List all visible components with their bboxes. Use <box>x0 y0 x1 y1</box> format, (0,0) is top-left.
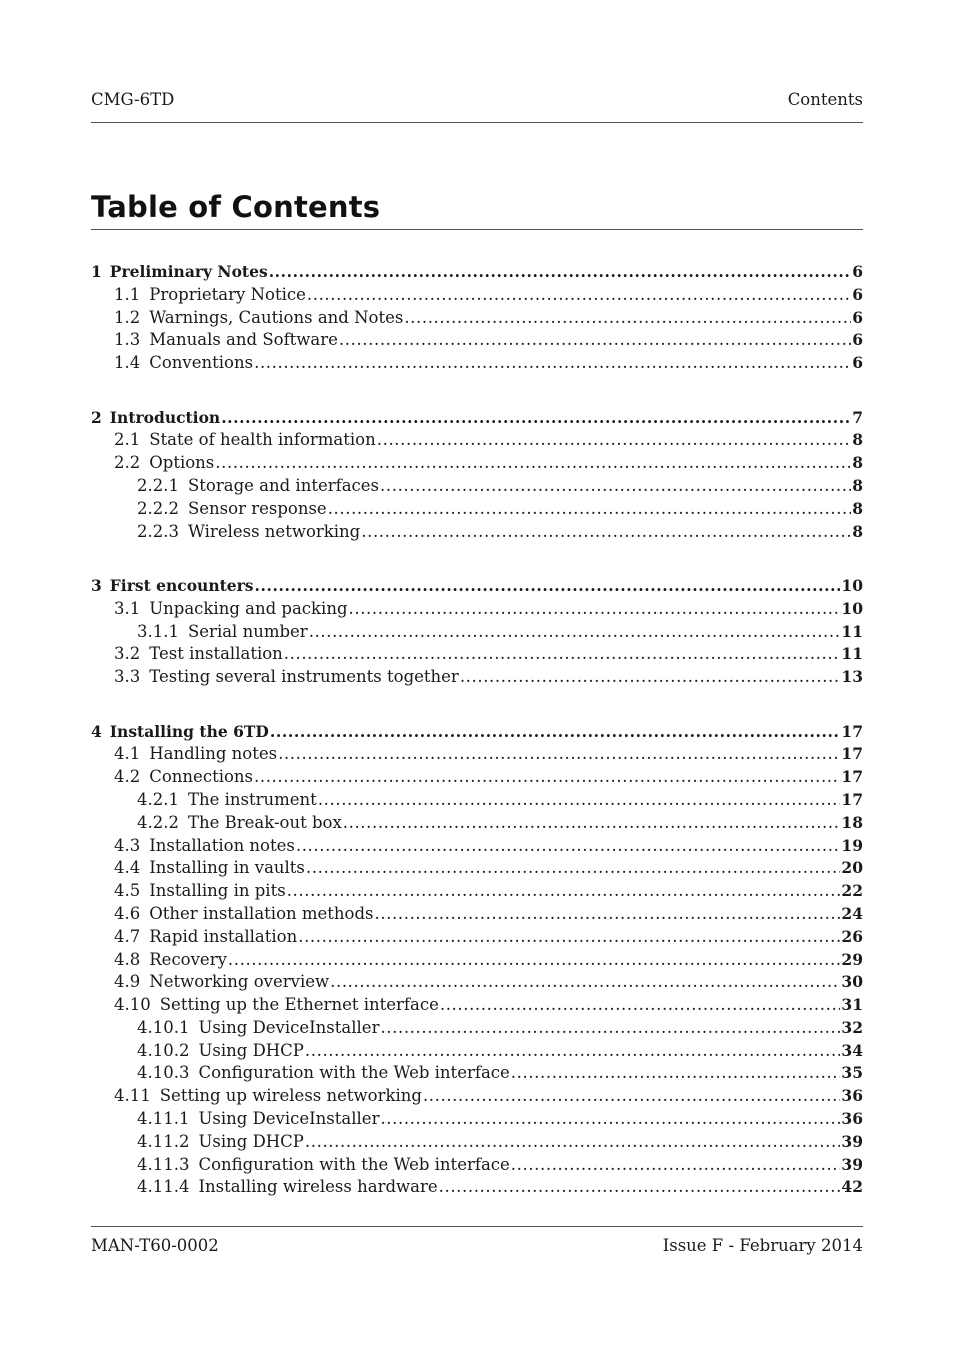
toc-dot-leader <box>349 599 841 618</box>
toc-entry-label[interactable]: Using DHCP <box>198 1131 304 1151</box>
toc-dot-leader <box>460 667 841 686</box>
toc-dot-leader <box>287 881 841 900</box>
toc-entry-number: 2.2.3 <box>137 521 179 541</box>
toc-entry-label[interactable]: Warnings, Cautions and Notes <box>149 307 404 327</box>
toc-entry-number: 4.11.1 <box>137 1109 190 1129</box>
toc-entry-label[interactable]: Installing wireless hardware <box>198 1177 438 1197</box>
page-title: Table of Contents <box>91 190 381 224</box>
toc-dot-leader <box>361 522 851 541</box>
toc-entry-number: 4.5 <box>114 881 141 901</box>
toc-entry-number: 4.11.3 <box>137 1154 190 1174</box>
toc-dot-leader <box>255 576 841 595</box>
toc-entry-page[interactable]: 6 <box>852 307 863 327</box>
toc-dot-leader <box>380 1018 840 1037</box>
toc-entry[interactable] <box>91 1018 863 1041</box>
toc-entry-page[interactable]: 8 <box>852 475 863 495</box>
toc-dot-leader <box>284 644 841 663</box>
toc-entry-page[interactable]: 22 <box>841 881 863 901</box>
toc-entry[interactable] <box>91 744 863 767</box>
toc-entry-page[interactable]: 6 <box>852 262 863 281</box>
toc-entry-number: 2 <box>91 407 102 427</box>
toc-dot-leader <box>511 1063 841 1082</box>
toc-entry-label[interactable]: Rapid installation <box>149 926 298 946</box>
toc-entry-page[interactable]: 17 <box>841 767 863 787</box>
toc-entry-page[interactable]: 35 <box>841 1063 863 1083</box>
toc-entry-label[interactable]: Setting up the Ethernet interface <box>159 995 439 1015</box>
toc-dot-leader <box>375 904 841 923</box>
toc-entry-number: 4.11 <box>114 1086 151 1106</box>
toc-dot-leader <box>339 330 851 349</box>
toc-entry-label[interactable]: First encounters <box>109 575 254 595</box>
toc-dot-leader <box>305 1041 841 1060</box>
toc-entry[interactable] <box>91 262 863 285</box>
toc-entry-page[interactable]: 39 <box>841 1154 863 1174</box>
toc-entry-page[interactable]: 36 <box>841 1086 863 1106</box>
toc-entry-label[interactable]: Options <box>149 453 215 473</box>
toc-entry-number: 1.2 <box>114 307 141 327</box>
toc-entry-number: 4.10.2 <box>137 1040 190 1060</box>
toc-entry[interactable] <box>91 285 863 308</box>
toc-entry-page[interactable]: 34 <box>841 1040 863 1060</box>
footer-rule <box>91 1226 863 1227</box>
toc-dot-leader <box>440 995 841 1014</box>
toc-entry-page[interactable]: 24 <box>841 903 863 923</box>
toc-entry-label[interactable]: Using DeviceInstaller <box>198 1017 380 1037</box>
toc-entry-number: 3.2 <box>114 644 141 664</box>
toc-entry-label[interactable]: Test installation <box>149 644 283 664</box>
toc-dot-leader <box>309 622 841 641</box>
toc-entry-number: 4.8 <box>114 949 141 969</box>
toc-entry-label[interactable]: Installing the 6TD <box>109 721 269 741</box>
toc-entry-label[interactable]: State of health information <box>149 430 376 450</box>
toc-entry-label[interactable]: Connections <box>149 767 254 787</box>
toc-entry-label[interactable]: Configuration with the Web interface <box>198 1063 510 1083</box>
toc-entry-page[interactable]: 8 <box>852 453 863 473</box>
toc-dot-leader <box>330 972 840 991</box>
toc-entry[interactable] <box>91 453 863 476</box>
toc-entry-label[interactable]: Introduction <box>109 407 221 427</box>
toc-entry-number: 4.1 <box>114 744 141 764</box>
toc-entry-page[interactable]: 11 <box>841 621 863 641</box>
toc-entry[interactable] <box>91 644 863 667</box>
toc-entry-number: 2.1 <box>114 430 141 450</box>
toc-entry[interactable] <box>91 1132 863 1155</box>
toc-entry-label[interactable]: Manuals and Software <box>149 330 338 350</box>
toc-entry-label[interactable]: Other installation methods <box>149 903 374 923</box>
toc-entry-label[interactable]: The Break-out box <box>187 812 342 832</box>
toc-entry-page[interactable]: 6 <box>852 353 863 373</box>
toc-entry-page[interactable]: 11 <box>841 644 863 664</box>
toc-entry[interactable] <box>91 927 863 950</box>
toc-entry-number: 4.11.2 <box>137 1131 190 1151</box>
toc-entry-number: 4.11.4 <box>137 1177 190 1197</box>
toc-entry[interactable] <box>91 767 863 790</box>
toc-entry-label[interactable]: Installation notes <box>149 835 295 855</box>
toc-entry-label[interactable]: Sensor response <box>187 498 327 518</box>
toc-dot-leader <box>278 744 840 763</box>
toc-entry[interactable] <box>91 1086 863 1109</box>
header-document-name: CMG-6TD <box>91 90 175 109</box>
toc-dot-leader <box>328 499 852 518</box>
toc-entry-page[interactable]: 10 <box>841 575 863 595</box>
toc-entry-page[interactable]: 32 <box>841 1017 863 1037</box>
toc-dot-leader <box>254 767 840 786</box>
toc-dot-leader <box>270 722 841 741</box>
toc-entry[interactable] <box>91 950 863 973</box>
toc-entry-label[interactable]: Unpacking and packing <box>149 598 348 618</box>
toc-entry[interactable] <box>91 904 863 927</box>
toc-entry-label[interactable]: Installing in pits <box>149 881 286 901</box>
toc-entry-number: 2.2 <box>114 453 141 473</box>
toc-entry[interactable] <box>91 499 863 522</box>
toc-dot-leader <box>307 285 851 304</box>
toc-entry[interactable] <box>91 1155 863 1178</box>
toc-dot-leader <box>318 790 841 809</box>
toc-entry[interactable] <box>91 576 863 599</box>
toc-entry-page[interactable]: 6 <box>852 330 863 350</box>
toc-entry-number: 3.3 <box>114 667 141 687</box>
toc-dot-leader <box>306 858 841 877</box>
toc-entry-page[interactable]: 8 <box>852 430 863 450</box>
toc-dot-leader <box>380 476 851 495</box>
toc-entry-number: 4.10 <box>114 995 151 1015</box>
toc-dot-leader <box>423 1086 840 1105</box>
toc-dot-leader <box>439 1177 841 1196</box>
toc-entry[interactable] <box>91 972 863 995</box>
toc-entry-number: 3.1 <box>114 598 141 618</box>
toc-entry[interactable] <box>91 790 863 813</box>
toc-entry-label[interactable]: Configuration with the Web interface <box>198 1154 510 1174</box>
toc-entry-number: 4.6 <box>114 903 141 923</box>
toc-entry-label[interactable]: Serial number <box>187 621 308 641</box>
toc-entry-number: 4.2.2 <box>137 812 179 832</box>
toc-entry-number: 4.2 <box>114 767 141 787</box>
toc-entry-label[interactable]: Networking overview <box>149 972 330 992</box>
toc-entry-page[interactable]: 42 <box>841 1177 863 1197</box>
toc-entry-page[interactable]: 26 <box>841 926 863 946</box>
toc-entry[interactable] <box>91 881 863 904</box>
toc-entry-label[interactable]: Setting up wireless networking <box>159 1086 422 1106</box>
toc-entry-page[interactable]: 31 <box>841 995 863 1015</box>
toc-entry-page[interactable]: 17 <box>841 789 863 809</box>
header-rule <box>91 122 863 123</box>
toc-entry-page[interactable]: 20 <box>841 858 863 878</box>
toc-entry-number: 4.7 <box>114 926 141 946</box>
toc-entry-label[interactable]: Storage and interfaces <box>187 475 380 495</box>
toc-entry[interactable] <box>91 1041 863 1064</box>
toc-entry-page[interactable]: 39 <box>841 1131 863 1151</box>
toc-entry[interactable] <box>91 330 863 353</box>
toc-entry-page[interactable]: 7 <box>852 407 863 427</box>
toc-entry-number: 2.2.2 <box>137 498 179 518</box>
toc-entry-label[interactable]: Wireless networking <box>187 521 361 541</box>
toc-entry-number: 4.3 <box>114 835 141 855</box>
toc-entry-page[interactable]: 8 <box>852 498 863 518</box>
toc-entry-number: 4.4 <box>114 858 141 878</box>
toc-entry-number: 4.10.1 <box>137 1017 190 1037</box>
toc-entry-page[interactable]: 36 <box>841 1109 863 1129</box>
toc-entry-label[interactable]: Preliminary Notes <box>109 262 268 281</box>
toc-entry-page[interactable]: 29 <box>841 949 863 969</box>
toc-entry-page[interactable]: 18 <box>841 812 863 832</box>
toc-entry[interactable] <box>91 308 863 331</box>
table-of-contents <box>91 262 863 1200</box>
toc-dot-leader <box>228 950 841 969</box>
toc-entry-label[interactable]: Conventions <box>149 353 254 373</box>
toc-dot-leader <box>254 353 851 372</box>
toc-entry-number: 1.4 <box>114 353 141 373</box>
toc-dot-leader <box>305 1132 841 1151</box>
toc-entry[interactable] <box>91 667 863 690</box>
toc-entry-page[interactable]: 8 <box>852 521 863 541</box>
toc-dot-leader <box>380 1109 840 1128</box>
toc-entry-label[interactable]: The instrument <box>187 789 317 809</box>
toc-entry-label[interactable]: Installing in vaults <box>149 858 305 878</box>
toc-entry[interactable] <box>91 476 863 499</box>
toc-entry[interactable] <box>91 1177 863 1200</box>
toc-entry-label[interactable]: Using DeviceInstaller <box>198 1109 380 1129</box>
toc-entry-number: 4.10.3 <box>137 1063 190 1083</box>
toc-entry-page[interactable]: 10 <box>841 598 863 618</box>
title-rule <box>91 229 863 230</box>
toc-entry-label[interactable]: Proprietary Notice <box>149 284 306 304</box>
toc-dot-leader <box>296 836 841 855</box>
toc-entry[interactable] <box>91 599 863 622</box>
toc-entry-page[interactable]: 6 <box>852 284 863 304</box>
toc-dot-leader <box>404 308 851 327</box>
toc-entry-number: 4.9 <box>114 972 141 992</box>
toc-entry-label[interactable]: Recovery <box>149 949 227 969</box>
toc-entry[interactable] <box>91 813 863 836</box>
toc-entry-label[interactable]: Testing several instruments together <box>149 667 459 687</box>
footer-issue-date: Issue F - February 2014 <box>662 1236 863 1255</box>
toc-entry[interactable] <box>91 858 863 881</box>
toc-entry[interactable] <box>91 353 863 376</box>
toc-entry-page[interactable]: 30 <box>841 972 863 992</box>
toc-dot-leader <box>343 813 841 832</box>
toc-entry-label[interactable]: Handling notes <box>149 744 278 764</box>
toc-entry[interactable] <box>91 1063 863 1086</box>
toc-entry-number: 3 <box>91 575 102 595</box>
footer-document-number: MAN-T60-0002 <box>91 1236 219 1255</box>
toc-entry-number: 4.2.1 <box>137 789 179 809</box>
toc-dot-leader <box>269 262 852 281</box>
toc-dot-leader <box>511 1155 841 1174</box>
header-section-name: Contents <box>787 90 863 109</box>
toc-entry[interactable] <box>91 408 863 431</box>
toc-entry-label[interactable]: Using DHCP <box>198 1040 304 1060</box>
toc-entry[interactable] <box>91 1109 863 1132</box>
toc-entry-page[interactable]: 19 <box>841 835 863 855</box>
page-footer <box>91 1236 863 1255</box>
toc-entry-page[interactable]: 17 <box>841 744 863 764</box>
toc-entry-page[interactable]: 13 <box>841 667 863 687</box>
toc-dot-leader <box>215 453 851 472</box>
toc-entry-number: 1.1 <box>114 284 141 304</box>
toc-entry[interactable] <box>91 995 863 1018</box>
toc-dot-leader <box>221 408 851 427</box>
toc-entry-page[interactable]: 17 <box>841 721 863 741</box>
toc-dot-leader <box>377 430 851 449</box>
toc-entry[interactable] <box>91 836 863 859</box>
toc-entry[interactable] <box>91 430 863 453</box>
toc-entry-number: 1 <box>91 262 102 281</box>
toc-entry[interactable] <box>91 622 863 645</box>
toc-entry-number: 2.2.1 <box>137 475 179 495</box>
toc-entry-number: 3.1.1 <box>137 621 179 641</box>
toc-entry-number: 4 <box>91 721 102 741</box>
toc-entry[interactable] <box>91 522 863 545</box>
toc-entry-number: 1.3 <box>114 330 141 350</box>
toc-entry[interactable] <box>91 722 863 745</box>
toc-dot-leader <box>298 927 840 946</box>
page-header <box>91 90 863 114</box>
document-page <box>91 0 863 1351</box>
